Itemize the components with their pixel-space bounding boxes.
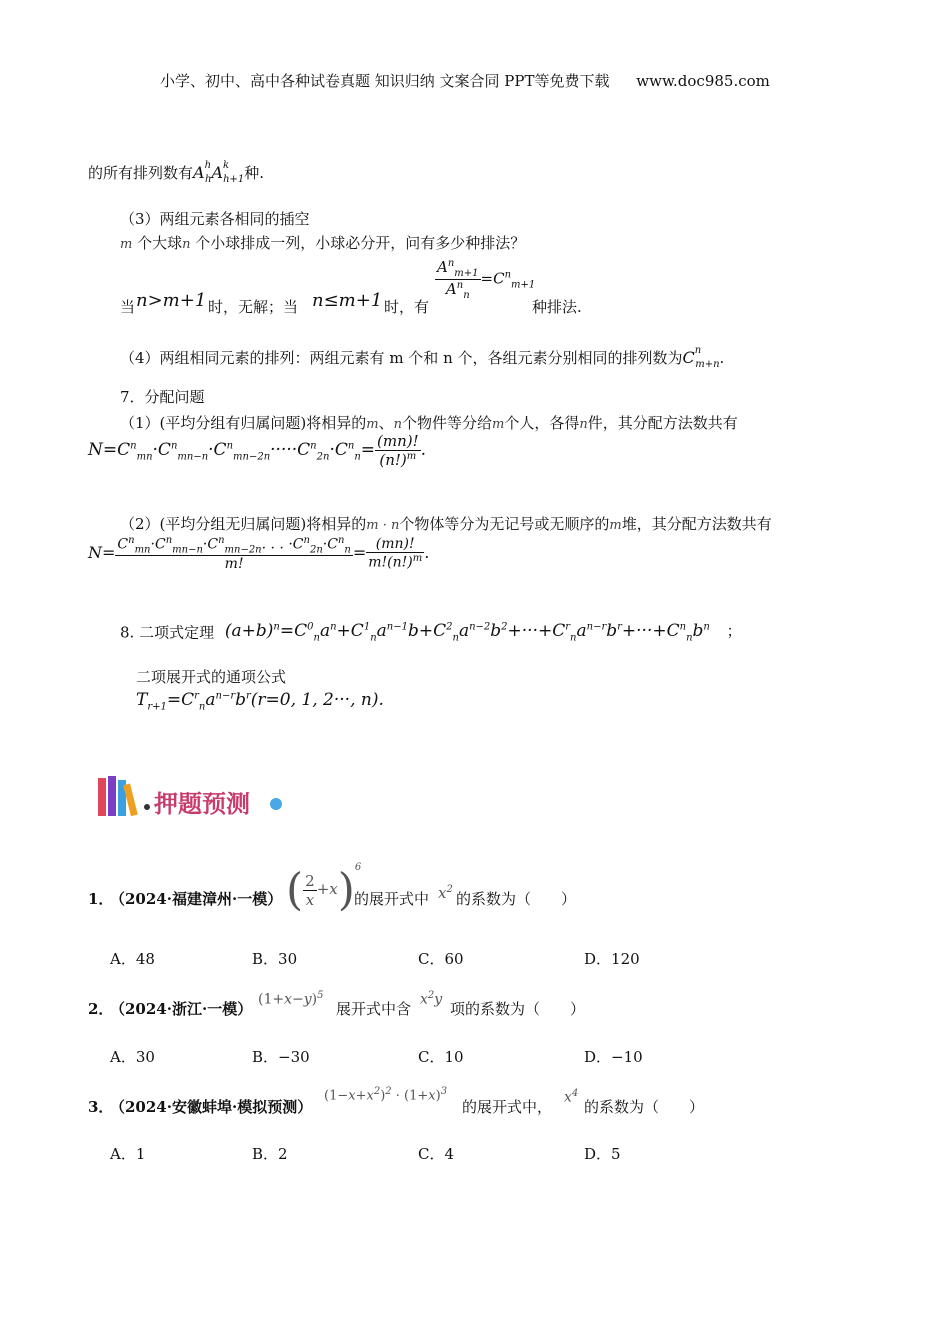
s4-end: .: [719, 349, 725, 367]
q1-src: （2024·福建漳州·一模）: [110, 890, 283, 908]
s3-you: 时，有: [384, 298, 430, 316]
intro-suffix: 种.: [244, 164, 265, 182]
s7-p1-d: 个人，各得: [504, 414, 580, 432]
q3-option-d[interactable]: D．5: [584, 1145, 621, 1163]
s7-p2: （2）(平均分组无归属问题)将相异的m · n个物体等分为无记号或无顺序的m堆，其分配方法数共有: [120, 515, 772, 533]
intro-prefix: 的所有排列数有: [88, 164, 194, 182]
q3-src: （2024·安徽蚌埠·模拟预测）: [110, 1098, 313, 1116]
s3-nowork: 时，无解；当: [208, 298, 299, 316]
q3-stem-a: 的展开式中，: [462, 1098, 553, 1116]
s8-semicolon: ；: [726, 622, 742, 640]
s7-p1-e: 件，其分配方法数共有: [587, 414, 738, 432]
s8-period: .: [378, 690, 384, 710]
formula-general-term: $T_{r+1}=C^r_na^{n-r}b^r(r=0$, 1, 2···, n).: [136, 690, 384, 713]
page-header: [160, 70, 770, 91]
s7-p1-c: 个物件等分给: [401, 414, 492, 432]
question-2: [88, 982, 888, 1022]
q3-x4: $x^4$: [564, 1088, 579, 1106]
banner-title: 押题预测: [154, 790, 250, 818]
header-text: 小学、初中、高中各种试卷真题 知识归纳 文案合同 PPT等免费下载: [160, 72, 610, 90]
s3-question: m 个大球n 个小球排成一列，小球必分开，问有多少种排法？: [120, 234, 526, 252]
q2-option-b[interactable]: B．−30: [252, 1048, 310, 1066]
q2-num: 2．: [88, 1000, 114, 1018]
formula-N2: N= $\frac{C^n_{mn}\cdot C^n_{mn-n}\cdot C^n_{mn-2n}. . . \cdot C^n_{2n}\cdot C^n_n}{m!}$ = $\frac{(mn)!}{m!(n!)^m}$ .: [88, 535, 430, 573]
q1-expr: ( $\frac{2}{x}$ +x)$^6$: [286, 862, 362, 916]
q1-x2: $x^2$: [438, 884, 453, 902]
s7-p1-b: 、: [378, 414, 394, 432]
question-3: [88, 1080, 888, 1120]
question-1: [88, 862, 888, 932]
s3-title: （3）两组元素各相同的插空: [120, 210, 310, 228]
s3-q-a: 个大球: [137, 234, 183, 252]
s8-general-title: 二项展开式的通项公式: [136, 668, 287, 686]
intro-line: [88, 160, 264, 185]
q1-option-d[interactable]: D．120: [584, 950, 640, 968]
formula-N1: $N=C^n_{mn}\cdot C^n_{mn-n}\cdot C^n_{mn-2n}\cdot\cdot\cdot\cdot\cdot C^n_{2n}\cdot C^n_n=$ $\frac{(mn)!}{(n!)^m}$ .: [88, 432, 427, 469]
formula-binomial: $(a+b)^n=C^0_na^n+C^1_na^{n-1}b+C^2_na^{n-2}b^2+\cdot\cdot\cdot+C^r_na^{n-r}b^r+\cdot\cdot\cdot+C^n_nb^n$: [224, 621, 710, 644]
q2-option-c[interactable]: C．10: [418, 1048, 464, 1066]
header-url[interactable]: www.doc985.com: [636, 72, 770, 90]
s3-dang1: 当: [120, 298, 136, 316]
q1-option-b[interactable]: B．30: [252, 950, 298, 968]
formula-AhAk: $A^h_hA^k_{h+1}$: [193, 160, 245, 185]
q1-stem-a: 的展开式中: [354, 890, 430, 908]
q2-option-a[interactable]: A．30: [110, 1048, 155, 1066]
s4-line: [120, 345, 724, 370]
s7-title: 7．分配问题: [120, 388, 205, 406]
formula-ratio: $\frac{A^n_{m+1}}{A^n_n}$ $=C^n_{m+1}$: [437, 258, 536, 301]
s7-p2-c: 堆，其分配方法数共有: [621, 515, 772, 533]
formula-n-gt: n>m+1: [136, 290, 207, 311]
formula-n-le: n≤m+1: [312, 290, 383, 311]
q1-option-c[interactable]: C．60: [418, 950, 464, 968]
s7-p1: （1）(平均分组有归属问题)将相异的m、n个物件等分给m个人，各得n件，其分配方法数共有: [120, 414, 738, 432]
q1-num: 1．: [88, 890, 114, 908]
q3-option-a[interactable]: A．1: [110, 1145, 146, 1163]
q2-stem-a: 展开式中含: [336, 1000, 412, 1018]
s3-q-b: 个小球排成一列，小球必分开，问有多少种排法？: [195, 234, 526, 252]
q2-option-d[interactable]: D．−10: [584, 1048, 643, 1066]
q1-option-a[interactable]: A．48: [110, 950, 155, 968]
s7-p2-a: （2）(平均分组无归属问题)将相异的: [120, 515, 367, 533]
q2-x2y: $x^2y$: [420, 990, 443, 1008]
s4-text: （4）两组相同元素的排列：两组元素有 m 个和 n 个，各组元素分别相同的排列数为: [120, 349, 683, 367]
q3-stem-b: 的系数为（ ）: [584, 1098, 705, 1116]
q2-stem-b: 项的系数为（ ）: [450, 1000, 586, 1018]
s7-p2-b: 个物体等分为无记号或无顺序的: [399, 515, 610, 533]
q1-stem-b: 的系数为（ ）: [456, 890, 577, 908]
q3-num: 3．: [88, 1098, 114, 1116]
q2-src: （2024·浙江·一模）: [110, 1000, 253, 1018]
q3-expr: $(1-x+x^2)^2 \cdot (1+x)^3$: [324, 1086, 448, 1104]
s8-line: [120, 620, 742, 643]
q2-expr: $(1+x-y)^5$: [258, 990, 324, 1008]
formula-Cmn: $C^n_{m+n}$: [682, 345, 720, 370]
books-icon: [96, 774, 142, 818]
s8-title: 8. 二项式定理: [120, 623, 215, 642]
banner-dot-right: [270, 798, 282, 810]
banner-dot-left: [144, 804, 150, 810]
q3-option-b[interactable]: B．2: [252, 1145, 288, 1163]
s3-methods: 种排法.: [532, 298, 582, 316]
s7-p1-a: （1）(平均分组有归属问题)将相异的: [120, 414, 367, 432]
q3-option-c[interactable]: C．4: [418, 1145, 455, 1163]
